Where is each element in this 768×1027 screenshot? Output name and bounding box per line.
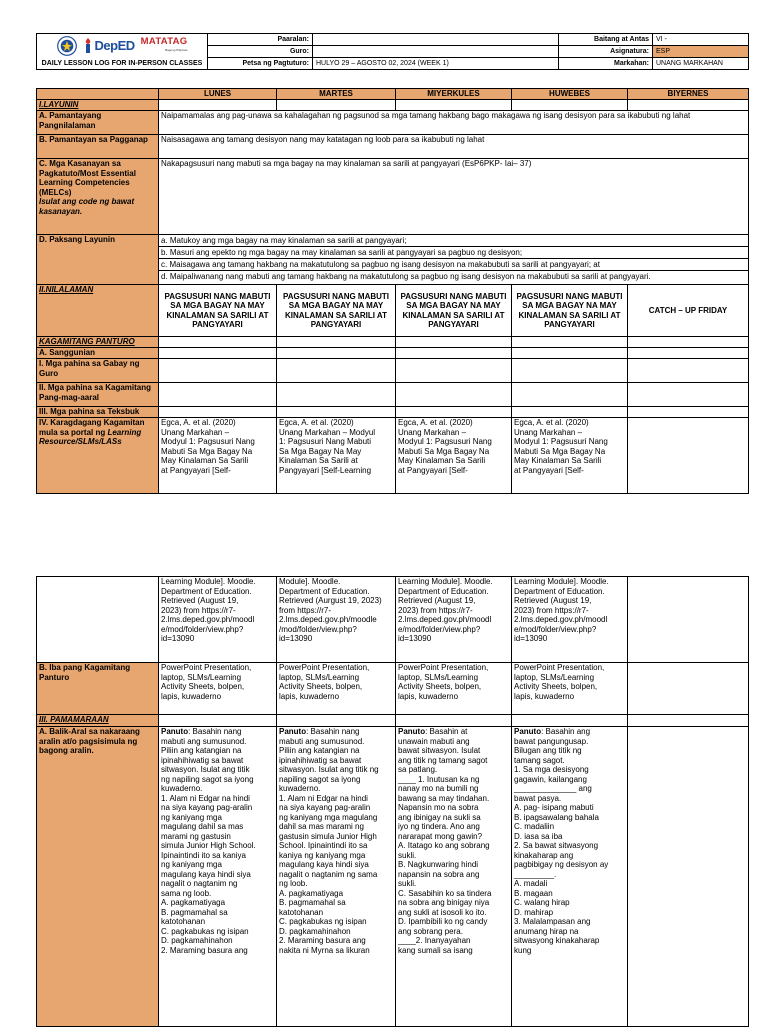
deped-torch-icon xyxy=(83,38,93,54)
topic-huwebes[interactable]: PAGSUSURI NANG MABUTI SA MGA BAGAY NA MAY KINALAMAN SA SARILI AT PANGYAYARI xyxy=(512,285,628,337)
deped-seal-icon xyxy=(57,36,77,56)
paksang-item[interactable]: b. Masuri ang epekto ng mga bagay na may kinalaman sa sarili at pangyayari sa pagbuo ng desisyon; xyxy=(159,247,748,259)
empty-cell xyxy=(396,715,512,727)
balik-miyerkules[interactable] xyxy=(396,727,512,1027)
empty-cell[interactable] xyxy=(277,407,396,418)
day-header-blank xyxy=(37,89,159,100)
day-miyerkules: MIYERKULES xyxy=(396,89,512,100)
balik-text: : Basahin at unawain mabuti ang bawat sitwasyon. Isulat ang titik ng tamang sagot sa patlang. ____ 1. Inutusan ka ng nanay mo na bumili ng bawang sa may tindahan. Napansin mo na sobra ang ibinigay na sukli sa iyo ng tindera. Ano ang nararapat mong gawin? A. Itatago ko ang sobrang sukli. B. Nagkunwaring hindi napansin na sobra ang sukli. C. Sasabihin ko sa tindera na sobra ang binigay niya ang sukli at isosoli ko ito. D. Ipambibili ko ng candy ang sobrang pera. ____2. Inanyayahan kang sumali sa isang xyxy=(398,727,492,955)
page-1-lesson-table xyxy=(36,88,748,494)
paaralan-label: Paaralan: xyxy=(208,34,313,46)
karagdagan-miyerkules[interactable]: Egca, A. et al. (2020) Unang Markahan – Modyul 1: Pagsusuri Nang Mabuti Sa Mga Bagay Na May Kinalaman Sa Sarili at Pangyayari [Self- xyxy=(396,418,512,494)
iba-martes[interactable]: PowerPoint Presentation, laptop, SLMs/Learning Activity Sheets, bolpen, lapis, kuwaderno xyxy=(277,663,396,715)
empty-cell[interactable] xyxy=(628,359,749,383)
baitang-value[interactable]: VI - xyxy=(653,34,749,46)
karagdagan-lunes[interactable]: Egca, A. et al. (2020) Unang Markahan – Modyul 1: Pagsusuri Nang Mabuti Sa Mga Bagay Na May Kinalaman Sa Sarili at Pangyayari [Self- xyxy=(159,418,277,494)
panuto-label: Panuto xyxy=(279,727,307,736)
empty-cell xyxy=(277,715,396,727)
continued-lunes[interactable]: Learning Module]. Moodle. Department of Education. Retrieved (August 19, 2023) from https://r7- 2.lms.deped.gov.ph/moodl e/mod/folder/view.php? id=13090 xyxy=(159,577,277,663)
balik-text: : Basahin nang mabuti ang sumusunod. Piliin ang katangian na ipinahihiwatig sa bawat sitwasyon. Isulat ang titik ng napiling sagot sa iyong kuwaderno. 1. Alam ni Edgar na hindi na siya kayang pag-aralin ng kaniyang mga magulang dahil sa mas marami ng gastusin simula Junior High School. Ipinaintindi ito sa kaniya ng kaniyang mga magulang kaya hindi siya nagalit o nagtanim ng sama ng loob. A. pagkamatiyaga B. pagmamahal sa katotohanan C. pagkabukas ng isipan D. pagkamahinahon 2. Maraming basura ang xyxy=(161,727,256,955)
gabay-label: I. Mga pahina sa Gabay ng Guro xyxy=(37,359,159,383)
logo-block xyxy=(37,34,208,70)
sanggunian-label: A. Sanggunian xyxy=(37,348,159,359)
empty-cell[interactable] xyxy=(628,407,749,418)
balik-martes[interactable] xyxy=(277,727,396,1027)
petsa-label: Petsa ng Pagtuturo: xyxy=(208,58,313,70)
deped-logo-text: DepED xyxy=(94,38,135,53)
pagganap-label: B. Pamantayan sa Pagganap xyxy=(37,135,159,159)
deped-logo xyxy=(83,38,135,54)
log-title: DAILY LESSON LOG FOR IN-PERSON CLASSES xyxy=(41,59,203,67)
iba-miyerkules[interactable]: PowerPoint Presentation, laptop, SLMs/Learning Activity Sheets, bolpen, lapis, kuwaderno xyxy=(396,663,512,715)
empty-cell xyxy=(512,337,628,348)
melcs-note: Isulat ang code ng bawat kasanayan. xyxy=(39,197,135,216)
continued-huwebes[interactable]: Learning Module]. Moodle. Department of Education. Retrieved (August 19, 2023) from https://r7- 2.lms.deped.gov.ph/moodl e/mod/folder/view.php? id=13090 xyxy=(512,577,628,663)
markahan-label: Markahan: xyxy=(559,58,653,70)
empty-cell[interactable] xyxy=(628,663,749,715)
empty-cell xyxy=(512,348,628,359)
baitang-label: Baitang at Antas xyxy=(559,34,653,46)
paksang-item[interactable]: a. Matukoy ang mga bagay na may kinalaman sa sarili at pangyayari; xyxy=(159,235,748,247)
panuto-label: Panuto xyxy=(398,727,426,736)
catch-up-friday[interactable]: CATCH – UP FRIDAY xyxy=(628,285,749,337)
nilalaman-title: II.NILALAMAN xyxy=(37,285,159,337)
paksang-item[interactable]: c. Maisagawa ang tamang hakbang na makatutulong sa pagbuo ng isang desisyon na makabubuti sa sarili at pangyayari; at xyxy=(159,259,748,271)
balik-huwebes[interactable] xyxy=(512,727,628,1027)
empty-cell xyxy=(159,337,277,348)
guro-value[interactable] xyxy=(313,46,559,58)
empty-cell[interactable] xyxy=(512,383,628,407)
header-table xyxy=(36,33,749,70)
pangnilalaman-value[interactable]: Naipamamalas ang pag-unawa sa kahalagahan ng pagsunod sa mga tamang hakbang bago makagawa ng isang desisyon para sa ikabubuti ng lahat xyxy=(159,111,749,135)
continued-miyerkules[interactable]: Learning Module]. Moodle. Department of Education. Retrieved (August 19, 2023) from https://r7- 2.lms.deped.gov.ph/moodl e/mod/folder/view.php? id=13090 xyxy=(396,577,512,663)
melcs-label-cell xyxy=(37,159,159,235)
karagdagan-martes[interactable]: Egca, A. et al. (2020) Unang Markahan – Modyul 1: Pagsusuri Nang Mabuti Sa Mga Bagay Na May Kinalaman Sa Sarili at Pangyayari [Self-Learning xyxy=(277,418,396,494)
panuto-label: Panuto xyxy=(161,727,189,736)
empty-cell[interactable] xyxy=(277,359,396,383)
balik-label: A. Balik-Aral sa nakaraang aralin at/o pagsisimula ng bagong aralin. xyxy=(37,727,159,1027)
empty-cell[interactable] xyxy=(159,383,277,407)
karagdagan-label-cell xyxy=(37,418,159,494)
layunin-title: I.LAYUNIN xyxy=(37,100,159,111)
empty-cell xyxy=(277,100,396,111)
pamamaraan-title: III. PAMAMARAAN xyxy=(37,715,159,727)
matatag-logo-subtext: Bagong Pilipinas xyxy=(165,47,188,52)
guro-label: Guro: xyxy=(208,46,313,58)
empty-cell[interactable] xyxy=(628,727,749,1027)
empty-cell xyxy=(512,100,628,111)
matatag-logo-text: MATATAG xyxy=(140,35,188,47)
iba-lunes[interactable]: PowerPoint Presentation, laptop, SLMs/Learning Activity Sheets, bolpen, lapis, kuwaderno xyxy=(159,663,277,715)
paksang-label: D. Paksang Layunin xyxy=(37,235,159,285)
melcs-label: C. Mga Kasanayan sa Pagkatuto/Most Essential Learning Competencies (MELCs) xyxy=(39,159,136,197)
kagamitan-pahina-label: II. Mga pahina sa Kagamitang Pang-mag-aaral xyxy=(37,383,159,407)
empty-cell xyxy=(159,100,277,111)
teksbuk-label: III. Mga pahina sa Teksbuk xyxy=(37,407,159,418)
day-header-row xyxy=(37,89,749,100)
empty-cell[interactable] xyxy=(396,407,512,418)
empty-cell xyxy=(396,348,512,359)
empty-cell xyxy=(277,337,396,348)
empty-cell xyxy=(159,715,277,727)
empty-cell[interactable] xyxy=(396,359,512,383)
empty-cell xyxy=(277,348,396,359)
empty-cell[interactable] xyxy=(628,418,749,494)
day-martes: MARTES xyxy=(277,89,396,100)
balik-lunes[interactable] xyxy=(159,727,277,1027)
kagamitan-title: KAGAMITANG PANTURO xyxy=(37,337,159,348)
day-biyernes: BIYERNES xyxy=(628,89,749,100)
paksang-item[interactable]: d. Maipaliwanang nang mabuti ang tamang hakbang na makatutulong sa pagbuo ng isang desisyon na makabubuti sa sarili at pangyayari. xyxy=(161,272,651,281)
iba-huwebes[interactable]: PowerPoint Presentation, laptop, SLMs/Learning Activity Sheets, bolpen, lapis, kuwaderno xyxy=(512,663,628,715)
pangnilalaman-label: A. Pamantayang Pangnilalaman xyxy=(37,111,159,135)
panuto-label: Panuto xyxy=(514,727,542,736)
empty-cell[interactable] xyxy=(628,577,749,663)
markahan-value[interactable]: UNANG MARKAHAN xyxy=(653,58,749,70)
empty-cell[interactable] xyxy=(396,383,512,407)
empty-cell xyxy=(396,100,512,111)
asignatura-value[interactable]: ESP xyxy=(653,46,749,58)
paaralan-value[interactable] xyxy=(313,34,559,46)
pagganap-value[interactable]: Naisasagawa ang tamang desisyon nang may katatagan ng loob para sa ikabubuti ng lahat xyxy=(159,135,749,159)
empty-cell[interactable] xyxy=(159,407,277,418)
empty-cell xyxy=(628,348,749,359)
empty-cell xyxy=(159,348,277,359)
day-huwebes: HUWEBES xyxy=(512,89,628,100)
karagdagan-huwebes[interactable]: Egca, A. et al. (2020) Unang Markahan – Modyul 1: Pagsusuri Nang Mabuti Sa Mga Bagay Na May Kinalaman Sa Sarili at Pangyayari [Self- xyxy=(512,418,628,494)
balik-text: : Basahin ang bawat pangungusap. Bilugan ang titik ng tamang sagot. 1. Sa mga desisyong gagawin, kailangang ______________ ang bawat pasya. A. pag- isipang mabuti B. ipagsawalang bahala C. madaliin D. iasa sa iba 2. Sa bawat sitwasyong kinakaharap ang pagbibigay ng desisyon ay _________. A. madali B. magaan C. walang hirap D. mahirap 3. Malalampasan ang anumang hirap na sitwasyong kinakaharap kung xyxy=(514,727,609,955)
empty-cell xyxy=(628,337,749,348)
lesson-table-2 xyxy=(36,576,749,1027)
page-1 xyxy=(36,33,748,70)
logos-row xyxy=(40,35,204,57)
melcs-value[interactable]: Nakapagsusuri nang mabuti sa mga bagay na may kinalaman sa sarili at pangyayari (EsP6PKP- Iai– 37) xyxy=(159,159,749,235)
empty-cell[interactable] xyxy=(159,359,277,383)
topic-miyerkules[interactable]: PAGSUSURI NANG MABUTI SA MGA BAGAY NA MAY KINALAMAN SA SARILI AT PANGYAYARI xyxy=(396,285,512,337)
empty-cell xyxy=(37,577,159,663)
topic-martes[interactable]: PAGSUSURI NANG MABUTI SA MGA BAGAY NA MAY KINALAMAN SA SARILI AT PANGYAYARI xyxy=(277,285,396,337)
empty-cell[interactable] xyxy=(277,383,396,407)
topic-lunes[interactable]: PAGSUSURI NANG MABUTI SA MGA BAGAY NA MAY KINALAMAN SA SARILI AT PANGYAYARI xyxy=(159,285,277,337)
empty-cell xyxy=(396,337,512,348)
karagdagan-label: IV. Karagdagang Kagamitan mula sa portal ng xyxy=(39,418,145,437)
karagdagan-italic: Learning Resource/SLMs/LASs xyxy=(39,427,142,446)
day-lunes: LUNES xyxy=(159,89,277,100)
empty-cell[interactable] xyxy=(512,359,628,383)
empty-cell xyxy=(628,715,749,727)
empty-cell[interactable] xyxy=(628,383,749,407)
matatag-logo xyxy=(140,35,188,54)
empty-cell xyxy=(512,715,628,727)
continued-martes[interactable]: Module]. Moodle. Department of Education. Retrieved (Aurgust 19, 2023) from https://r7- 2.lms.deped.gov.ph/moodle /mod/folder/view.php? id=13090 xyxy=(277,577,396,663)
iba-label: B. Iba pang Kagamitang Panturo xyxy=(37,663,159,715)
petsa-value[interactable]: HULYO 29 – AGOSTO 02, 2024 (WEEK 1) xyxy=(313,58,559,70)
paksang-items xyxy=(159,235,749,285)
empty-cell xyxy=(628,100,749,111)
balik-text: : Basahin nang mabuti ang sumusunod. Piliin ang katangian na ipinahihiwatig sa bawat sitwasyon. Isulat ang titik ng napiling sagot sa iyong kuwaderno. 1. Alam ni Edgar na hindi na siya kayang pag-aralin ng kaniyang mga magulang dahil sa mas marami ng gastusin simula Junior High School. Ipinaintindi ito sa kaniya ng kaniyang mga magulang kaya hindi siya nagalit o nagtanim ng sama ng loob. A. pagkamatiyaga B. pagmamahal sa katotohanan C. pagkabukas ng isipan D. pagkamahinahon 2. Maraming basura ang nakita ni Myrna sa likuran xyxy=(279,727,379,955)
lesson-table-1 xyxy=(36,88,749,494)
asignatura-label: Asignatura: xyxy=(559,46,653,58)
empty-cell[interactable] xyxy=(512,407,628,418)
page-2-lesson-table xyxy=(36,576,748,1027)
